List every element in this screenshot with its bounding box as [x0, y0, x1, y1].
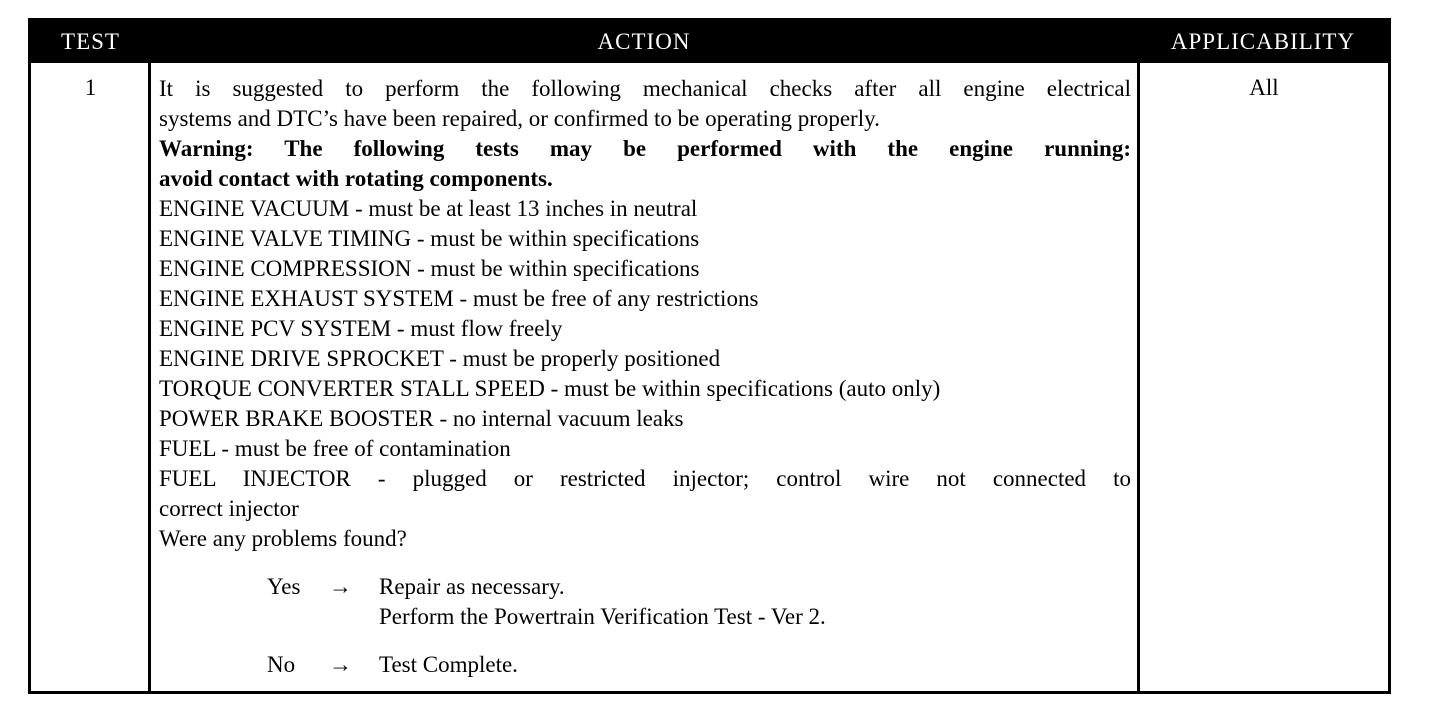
yes-action-2: Perform the Powertrain Verification Test - Ver 2. — [379, 604, 826, 629]
check-brake-booster: POWER BRAKE BOOSTER - no internal vacuum leaks — [159, 406, 684, 431]
check-fuel-injector: FUEL INJECTOR - plugged or restricted injector; control wire not connected to — [159, 466, 1131, 491]
intro-line-1: It is suggested to perform the following mechanical checks after all engine electrical — [159, 76, 1131, 101]
table-header — [31, 21, 1388, 63]
check-valve-timing: ENGINE VALVE TIMING - must be within specifications — [159, 226, 700, 251]
applicability-value: All — [1249, 75, 1279, 100]
check-drive-sprocket: ENGINE DRIVE SPROCKET - must be properly positioned — [159, 346, 721, 371]
yes-result — [159, 572, 1131, 602]
check-fuel-injector-cont: correct injector — [159, 496, 299, 521]
test-number: 1 — [84, 75, 97, 100]
check-compression: ENGINE COMPRESSION - must be within specifications — [159, 256, 700, 281]
yes-label: Yes — [267, 574, 301, 599]
arrow-right-icon: → — [329, 652, 352, 677]
no-action-1: Test Complete. — [379, 652, 518, 677]
diagnostic-table — [28, 18, 1391, 694]
header-test: TEST — [61, 29, 120, 54]
intro-line-2: systems and DTC’s have been repaired, or confirmed to be operating properly. — [159, 106, 880, 131]
no-result — [159, 650, 1131, 680]
column-divider-2 — [1137, 63, 1140, 691]
check-engine-vacuum: ENGINE VACUUM - must be at least 13 inches in neutral — [159, 196, 698, 221]
header-action: ACTION — [597, 29, 691, 54]
warning-line-2: avoid contact with rotating components. — [159, 166, 553, 191]
yes-result-cont — [159, 602, 1131, 632]
check-stall-speed: TORQUE CONVERTER STALL SPEED - must be within specifications (auto only) — [159, 376, 941, 401]
warning-line-1: Warning: The following tests may be performed with the engine running: — [159, 136, 1131, 161]
column-divider-1 — [148, 63, 151, 691]
header-applicability: APPLICABILITY — [1170, 29, 1356, 54]
action-cell — [159, 74, 1131, 680]
question: Were any problems found? — [159, 526, 407, 551]
check-fuel: FUEL - must be free of contamination — [159, 436, 511, 461]
check-exhaust-system: ENGINE EXHAUST SYSTEM - must be free of any restrictions — [159, 286, 759, 311]
arrow-right-icon: → — [329, 574, 352, 599]
check-pcv-system: ENGINE PCV SYSTEM - must flow freely — [159, 316, 563, 341]
yes-action-1: Repair as necessary. — [379, 574, 565, 599]
no-label: No — [267, 652, 296, 677]
